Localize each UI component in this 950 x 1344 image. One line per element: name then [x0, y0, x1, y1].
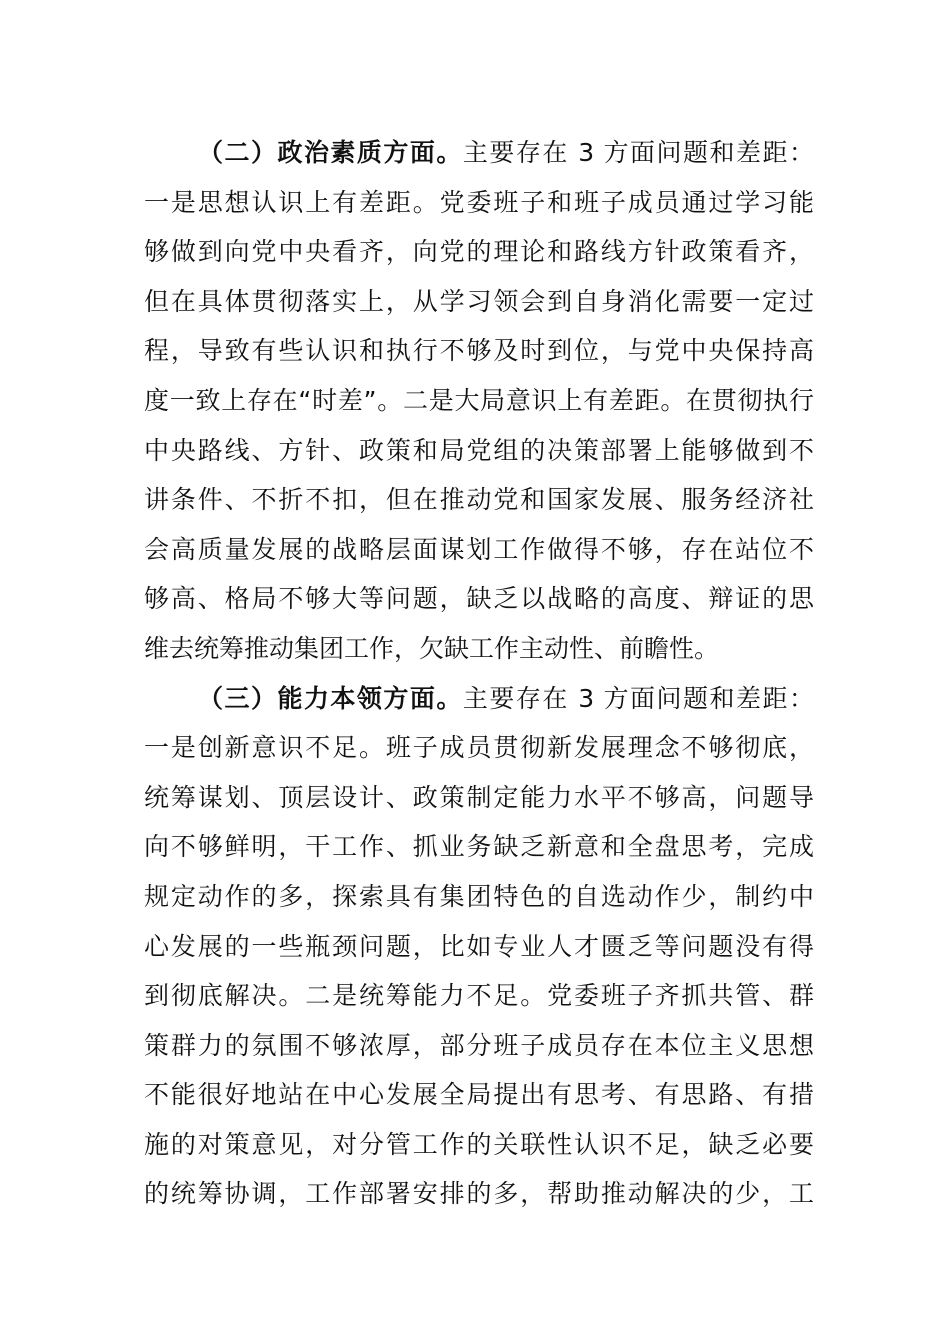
- paragraph-line-row: [144, 525, 814, 575]
- paragraph-line-row: [144, 475, 814, 525]
- paragraph-line-row: [144, 1120, 814, 1170]
- paragraph-line: 心发展的一些瓶颈问题，比如专业人才匮乏等问题没有得: [144, 931, 814, 961]
- paragraph-line-row: [144, 1021, 814, 1071]
- paragraph-line: 策群力的氛围不够浓厚，部分班子成员存在本位主义思想: [144, 1030, 814, 1060]
- paragraph-line: 规定动作的多，探索具有集团特色的自选动作少，制约中: [144, 881, 814, 911]
- paragraph-line: 到彻底解决。二是统筹能力不足。党委班子齐抓共管、群: [144, 981, 814, 1011]
- paragraph-line: 一是思想认识上有差距。党委班子和班子成员通过学习能: [144, 187, 814, 217]
- paragraph-line: 向不够鲜明，干工作、抓业务缺乏新意和全盘思考，完成: [144, 832, 814, 862]
- paragraph-line: 够高、格局不够大等问题，缺乏以战略的高度、辩证的思: [144, 584, 814, 614]
- paragraph-line: 施的对策意见，对分管工作的关联性认识不足，缺乏必要: [144, 1129, 814, 1159]
- paragraph-line-row: [144, 227, 814, 277]
- document-body: [144, 128, 814, 1219]
- paragraph-line-row: [144, 872, 814, 922]
- paragraph-line-row: [144, 723, 814, 773]
- section-heading: （三）能力本领方面。: [198, 683, 463, 713]
- paragraph-line-row: [144, 822, 814, 872]
- paragraph-line-row: [144, 178, 814, 228]
- paragraph-line: 讲条件、不折不扣，但在推动党和国家发展、服务经济社: [144, 485, 814, 515]
- paragraph-line: 的统筹协调，工作部署安排的多，帮助推动解决的少，工: [144, 1179, 814, 1209]
- paragraph-line-row: [144, 773, 814, 823]
- paragraph-line: 一是创新意识不足。班子成员贯彻新发展理念不够彻底，: [144, 733, 814, 763]
- section-heading-line: [144, 674, 814, 724]
- paragraph-line: 不能很好地站在中心发展全局提出有思考、有思路、有措: [144, 1080, 814, 1110]
- section-heading: （二）政治素质方面。: [198, 138, 463, 167]
- paragraph-line-row: [144, 277, 814, 327]
- paragraph-line-row: [144, 326, 814, 376]
- paragraph-line-row: [144, 1070, 814, 1120]
- paragraph-line-row: [144, 426, 814, 476]
- paragraph-line: 够做到向党中央看齐，向党的理论和路线方针政策看齐，: [144, 237, 814, 267]
- paragraph-line-row: [144, 624, 814, 674]
- paragraph-line: 中央路线、方针、政策和局党组的决策部署上能够做到不: [144, 435, 814, 465]
- paragraph-line-row: [144, 922, 814, 972]
- paragraph-line: 但在具体贯彻落实上，从学习领会到自身消化需要一定过: [144, 286, 814, 316]
- paragraph-line: 主要存在 3 方面问题和差距：: [462, 138, 814, 167]
- paragraph-line: 度一致上存在“时差”。二是大局意识上有差距。在贯彻执行: [144, 385, 814, 415]
- paragraph-line-row: [144, 971, 814, 1021]
- paragraph-line: 统筹谋划、顶层设计、政策制定能力水平不够高，问题导: [144, 782, 814, 812]
- paragraph-line: 维去统筹推动集团工作，欠缺工作主动性、前瞻性。: [144, 633, 720, 663]
- paragraph-line-row: [144, 376, 814, 426]
- section-heading-line: [144, 128, 814, 178]
- paragraph-line-row: [144, 1169, 814, 1219]
- paragraph-line-row: [144, 574, 814, 624]
- paragraph-line: 程，导致有些认识和执行不够及时到位，与党中央保持高: [144, 336, 814, 366]
- paragraph-line: 主要存在 3 方面问题和差距：: [462, 683, 814, 713]
- paragraph-line: 会高质量发展的战略层面谋划工作做得不够，存在站位不: [144, 534, 814, 564]
